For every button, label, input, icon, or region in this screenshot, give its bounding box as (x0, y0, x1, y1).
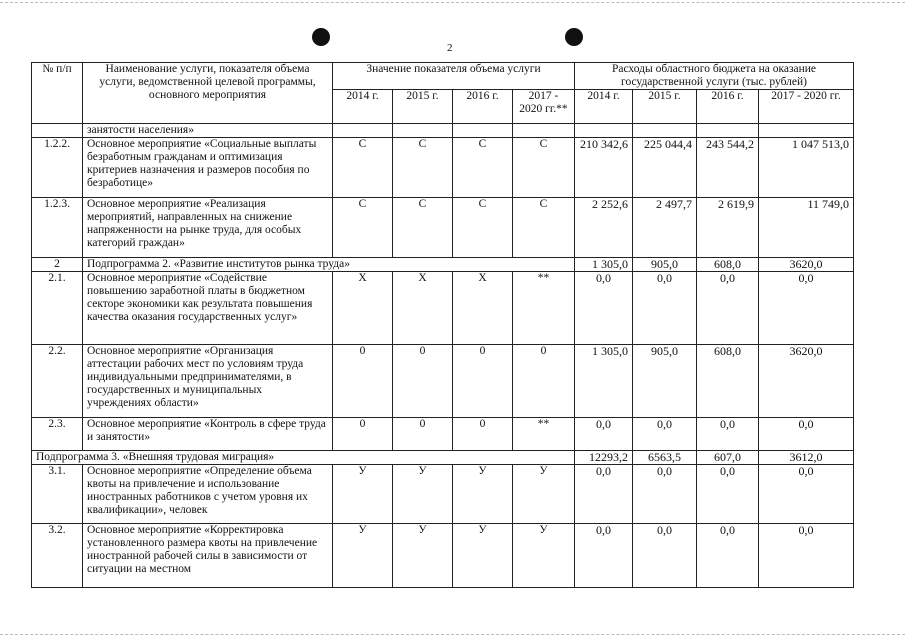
row-no (32, 124, 83, 138)
row-ind-value: У (333, 465, 393, 524)
row-bud-value: 0,0 (633, 465, 697, 524)
row-bud-value: 2 497,7 (633, 198, 697, 258)
row-bud-value (633, 124, 697, 138)
table-row (32, 345, 854, 418)
program-table (31, 62, 854, 588)
row-ind-value: С (333, 138, 393, 198)
header-ind-year: 2017 - 2020 гг.** (513, 90, 575, 124)
row-bud-value: 0,0 (633, 524, 697, 588)
row-ind-value: У (393, 465, 453, 524)
row-ind-value: С (393, 138, 453, 198)
table-row (32, 124, 854, 138)
row-ind-value: С (513, 198, 575, 258)
row-bud-value: 0,0 (575, 272, 633, 345)
table-row (32, 465, 854, 524)
row-name: Основное мероприятие «Контроль в сфере труда и занятости» (83, 418, 333, 451)
row-ind-value: 0 (453, 418, 513, 451)
row-bud-value: 607,0 (697, 451, 759, 465)
row-ind-value: 0 (393, 345, 453, 418)
row-bud-value: 0,0 (575, 465, 633, 524)
row-bud-value: 0,0 (697, 465, 759, 524)
row-ind-value: С (513, 138, 575, 198)
row-ind-value: 0 (453, 345, 513, 418)
row-ind-value: У (333, 524, 393, 588)
row-no: 2.1. (32, 272, 83, 345)
row-no: 2.3. (32, 418, 83, 451)
header-bud-year: 2017 - 2020 гг. (759, 90, 854, 124)
row-name: Основное мероприятие «Реализация мероприятий, направленных на снижение напряженности на рынке труда, для особых категорий граждан» (83, 198, 333, 258)
row-bud-value: 0,0 (633, 272, 697, 345)
row-ind-value: Х (393, 272, 453, 345)
table-row (32, 138, 854, 198)
row-bud-value: 1 305,0 (575, 258, 633, 272)
row-bud-value: 1 047 513,0 (759, 138, 854, 198)
row-bud-value: 905,0 (633, 345, 697, 418)
row-ind-value: 0 (513, 345, 575, 418)
row-ind-value: С (393, 198, 453, 258)
row-no: 3.2. (32, 524, 83, 588)
header-bud-year: 2014 г. (575, 90, 633, 124)
row-bud-value: 0,0 (759, 272, 854, 345)
header-no: № п/п (32, 63, 83, 124)
row-bud-value: 11 749,0 (759, 198, 854, 258)
row-name: занятости населения» (83, 124, 333, 138)
table-row (32, 198, 854, 258)
row-name: Основное мероприятие «Содействие повышению заработной платы в бюджетном секторе экономики как результата повышения качества оказания государственных услуг» (83, 272, 333, 345)
row-bud-value: 3620,0 (759, 258, 854, 272)
header-ind-year: 2016 г. (453, 90, 513, 124)
row-ind-value (513, 124, 575, 138)
row-bud-value: 243 544,2 (697, 138, 759, 198)
row-ind-value: 0 (333, 418, 393, 451)
row-bud-value: 0,0 (575, 418, 633, 451)
header-ind-year: 2014 г. (333, 90, 393, 124)
row-no: 2 (32, 258, 83, 272)
table-row-subprogram (32, 258, 854, 272)
row-bud-value (759, 124, 854, 138)
row-bud-value: 0,0 (759, 524, 854, 588)
row-ind-value: 0 (333, 345, 393, 418)
row-bud-value: 210 342,6 (575, 138, 633, 198)
row-bud-value (697, 124, 759, 138)
header-budget-group: Расходы областного бюджета на оказание государственной услуги (тыс. рублей) (575, 63, 854, 90)
header-indicator-group: Значение показателя объема услуги (333, 63, 575, 90)
row-bud-value: 608,0 (697, 345, 759, 418)
row-ind-value: У (513, 524, 575, 588)
scan-edge-top (0, 2, 905, 3)
page-number: 2 (447, 42, 453, 54)
table-row (32, 272, 854, 345)
header-bud-year: 2015 г. (633, 90, 697, 124)
row-name: Основное мероприятие «Организация аттестации рабочих мест по условиям труда индивидуальными предпринимателями, в государственных и муниципальных учреждениях области» (83, 345, 333, 418)
header-row-1 (32, 63, 854, 90)
row-no: 3.1. (32, 465, 83, 524)
row-no: 1.2.2. (32, 138, 83, 198)
row-bud-value: 0,0 (697, 272, 759, 345)
row-ind-value (393, 124, 453, 138)
scan-edge-bottom (0, 634, 905, 635)
row-bud-value: 0,0 (759, 465, 854, 524)
row-name: Подпрограмма 2. «Развитие институтов рынка труда» (83, 258, 575, 272)
row-bud-value: 608,0 (697, 258, 759, 272)
row-bud-value: 1 305,0 (575, 345, 633, 418)
punch-hole-left (312, 28, 330, 46)
row-name: Основное мероприятие «Корректировка установленного размера квоты на привлечение иностранной рабочей силы в зависимости от ситуации на местном (83, 524, 333, 588)
row-name: Основное мероприятие «Социальные выплаты безработным гражданам и оптимизация критериев назначения и размеров пособия по безработице» (83, 138, 333, 198)
row-bud-value: 225 044,4 (633, 138, 697, 198)
row-ind-value: У (453, 524, 513, 588)
row-name: Подпрограмма 3. «Внешняя трудовая миграция» (32, 451, 575, 465)
row-bud-value: 6563,5 (633, 451, 697, 465)
header-ind-year: 2015 г. (393, 90, 453, 124)
row-bud-value: 0,0 (633, 418, 697, 451)
row-bud-value (575, 124, 633, 138)
table-row (32, 418, 854, 451)
row-ind-value: 0 (393, 418, 453, 451)
row-ind-value: Х (333, 272, 393, 345)
row-bud-value: 0,0 (697, 418, 759, 451)
row-no: 1.2.3. (32, 198, 83, 258)
row-ind-value: У (453, 465, 513, 524)
row-bud-value: 2 252,6 (575, 198, 633, 258)
row-ind-value (333, 124, 393, 138)
header-name: Наименование услуги, показателя объема услуги, ведомственной целевой программы, основного мероприятия (83, 63, 333, 124)
row-name: Основное мероприятие «Определение объема квоты на привлечение и использование иностранных работников с учетом уровня их квалификации», человек (83, 465, 333, 524)
header-bud-year: 2016 г. (697, 90, 759, 124)
row-ind-value: У (393, 524, 453, 588)
table-row-subprogram (32, 451, 854, 465)
row-bud-value: 3612,0 (759, 451, 854, 465)
row-bud-value: 0,0 (759, 418, 854, 451)
row-bud-value: 2 619,9 (697, 198, 759, 258)
row-ind-value: ** (513, 272, 575, 345)
row-bud-value: 3620,0 (759, 345, 854, 418)
row-ind-value: ** (513, 418, 575, 451)
punch-hole-right (565, 28, 583, 46)
row-ind-value: Х (453, 272, 513, 345)
row-bud-value: 12293,2 (575, 451, 633, 465)
row-ind-value: С (453, 138, 513, 198)
row-bud-value: 0,0 (697, 524, 759, 588)
row-bud-value: 905,0 (633, 258, 697, 272)
row-ind-value: С (333, 198, 393, 258)
row-bud-value: 0,0 (575, 524, 633, 588)
row-ind-value: С (453, 198, 513, 258)
row-ind-value: У (513, 465, 575, 524)
row-no: 2.2. (32, 345, 83, 418)
table-row (32, 524, 854, 588)
row-ind-value (453, 124, 513, 138)
